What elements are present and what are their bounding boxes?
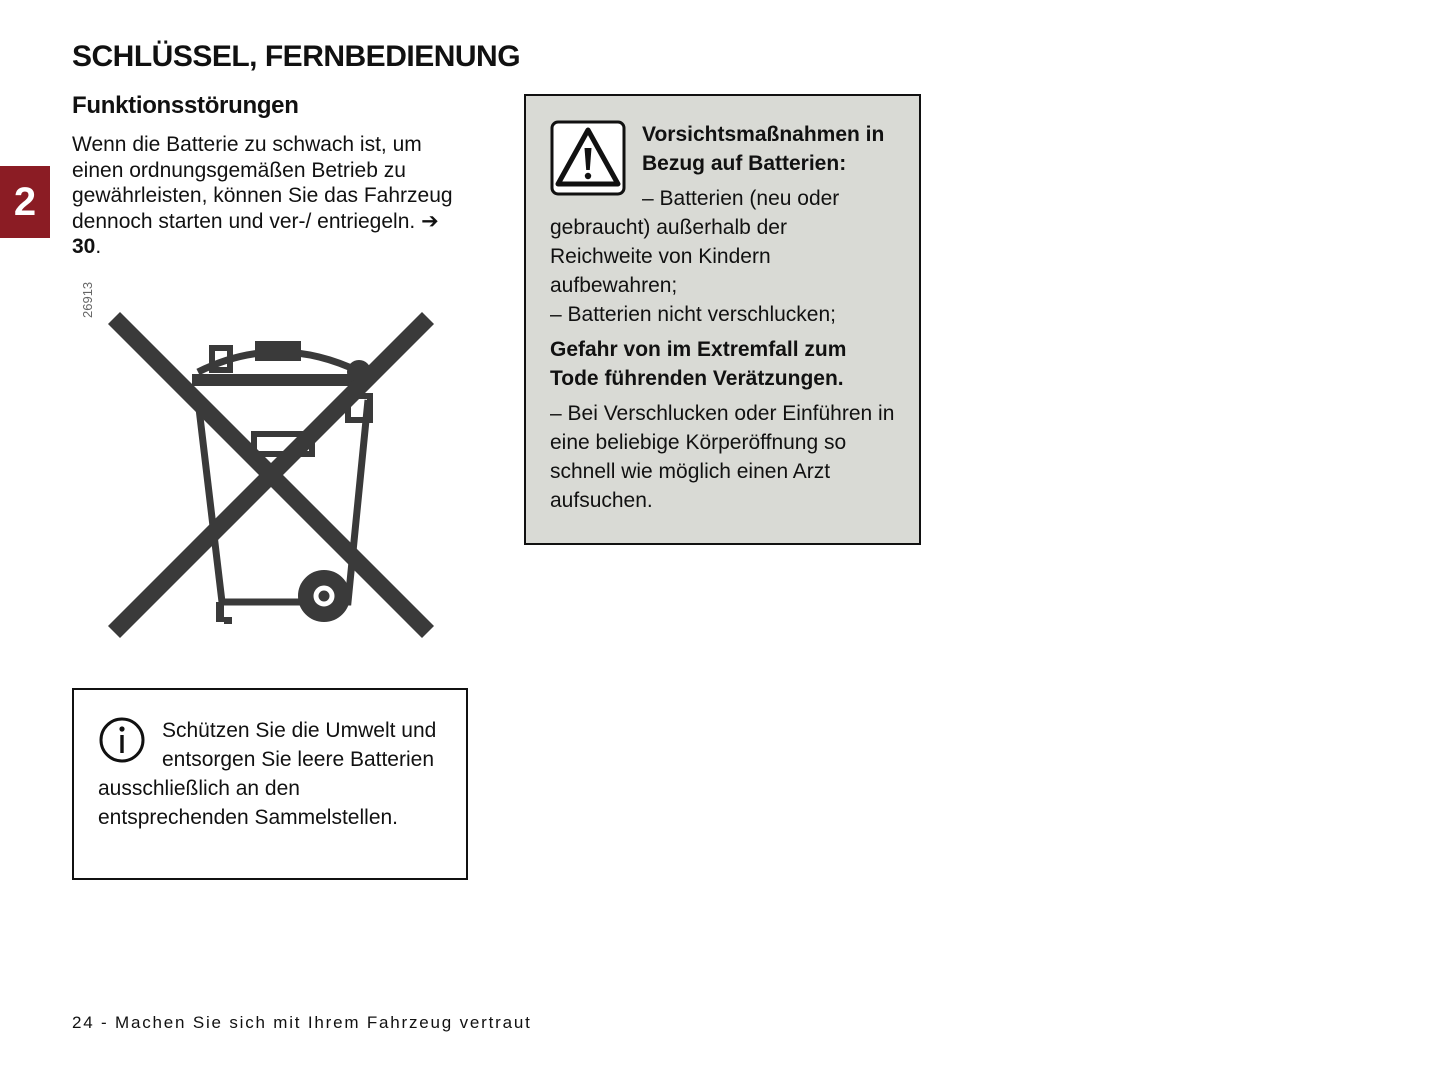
arrow-right-icon: ➔ [421, 209, 439, 233]
crossed-out-wheelie-bin-icon [78, 272, 458, 652]
intro-paragraph [72, 132, 472, 260]
info-box [72, 688, 468, 880]
page-reference-number: 30 [72, 235, 96, 258]
warning-triangle-icon [550, 120, 626, 196]
warning-item-2: – Batterien nicht verschlucken; [550, 303, 836, 326]
info-text: Schützen Sie die Umwelt und entsorgen Sie leere Batterien ausschließlich an den entsprechenden Sammelstellen. [98, 719, 437, 829]
warning-danger-text: Gefahr von im Extremfall zum Tode führenden Verätzungen. [550, 338, 847, 390]
info-icon [98, 716, 146, 764]
page-title: SCHLÜSSEL, FERNBEDIENUNG [72, 40, 521, 73]
warning-box [524, 94, 921, 545]
warning-item-3: – Bei Verschlucken oder Einführen in eine beliebige Körperöffnung so schnell wie möglich einen Arzt aufsuchen. [550, 402, 895, 512]
warning-item-1: – Batterien (neu oder gebraucht) außerhalb der Reichweite von Kindern aufbewahren; [550, 187, 840, 297]
section-heading: Funktionsstörungen [72, 92, 299, 119]
chapter-tab: 2 [0, 166, 50, 238]
intro-text: Wenn die Batterie zu schwach ist, um einen ordnungsgemäßen Betrieb zu gewährleisten, können Sie das Fahrzeug dennoch starten und ver-/ entriegeln. [72, 133, 453, 233]
figure-number: 26913 [80, 281, 95, 318]
page-footer: 24 - Machen Sie sich mit Ihrem Fahrzeug vertraut [72, 1013, 532, 1032]
intro-end: . [95, 235, 102, 258]
warning-title: Vorsichtsmaßnahmen in Bezug auf Batterien: [642, 123, 885, 175]
